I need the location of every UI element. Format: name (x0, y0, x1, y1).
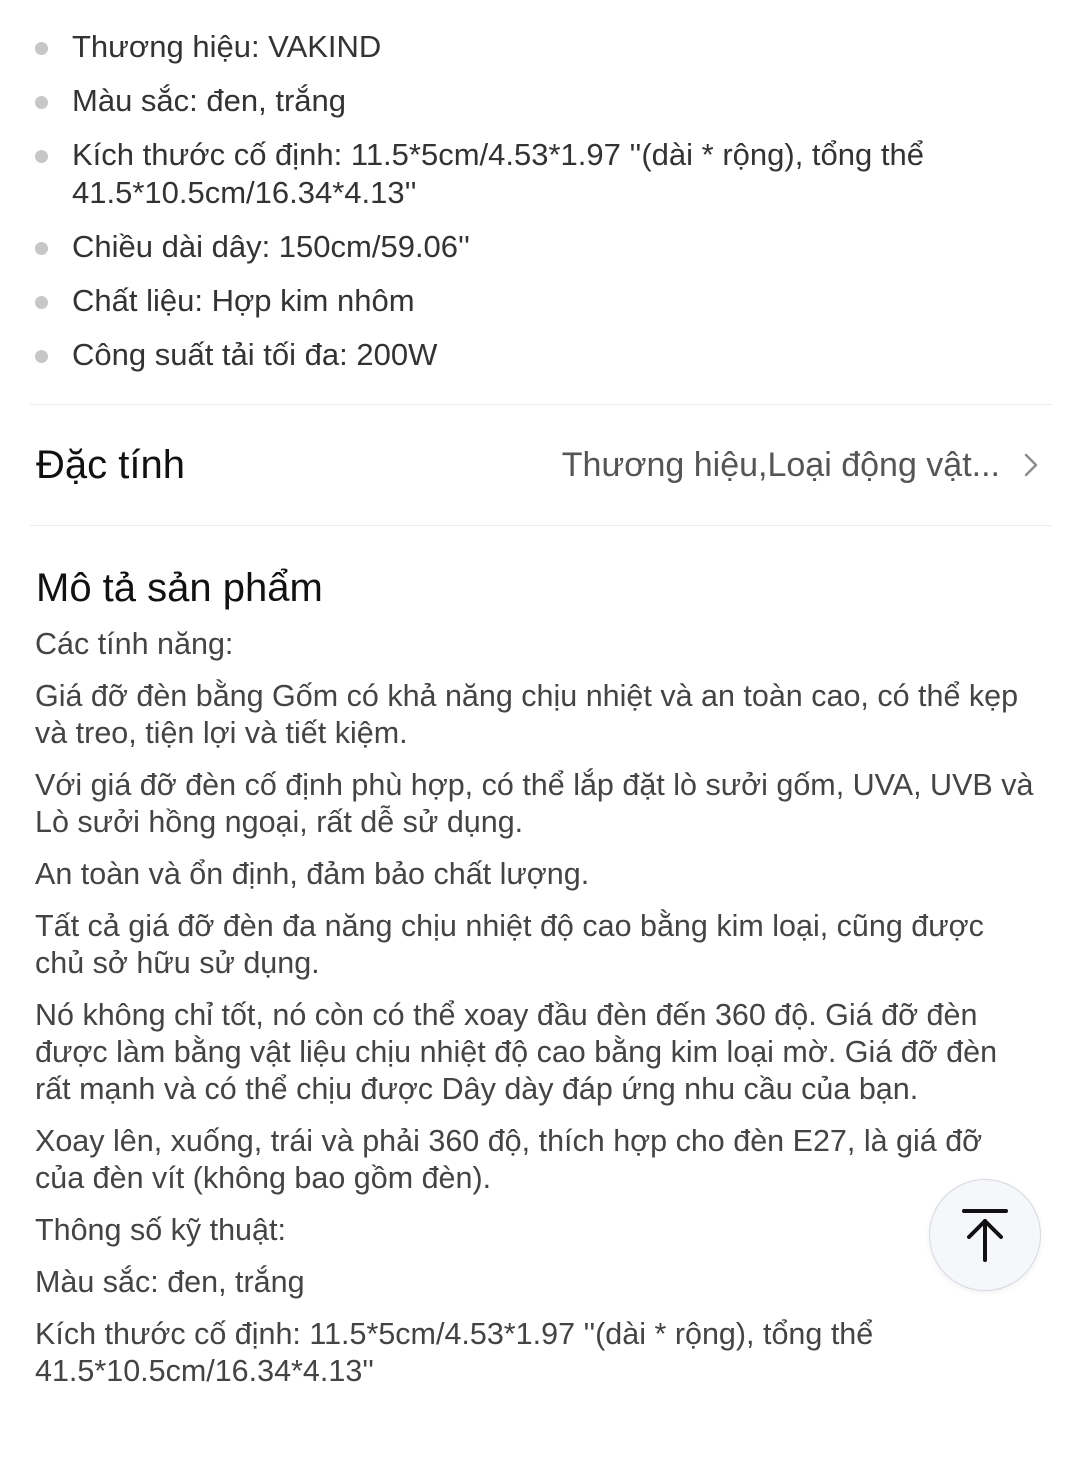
spec-item (0, 228, 1080, 266)
description-paragraph: Thông số kỹ thuật: (35, 1213, 286, 1247)
description-paragraph: Với giá đỡ đèn cố định phù hợp, có thể lắp đặt lò sưởi gốm, UVA, UVB và Lò sưởi hồng ngoại, rất dễ sử dụng. (35, 768, 1034, 839)
description-paragraph: Xoay lên, xuống, trái và phải 360 độ, thích hợp cho đèn E27, là giá đỡ của đèn vít (không bao gồm đèn). (35, 1124, 983, 1195)
bullet-dot-icon (35, 242, 48, 255)
description-body (0, 612, 1080, 1390)
bullet-dot-icon (35, 96, 48, 109)
description-paragraph: Nó không chỉ tốt, nó còn có thể xoay đầu đèn đến 360 độ. Giá đỡ đèn được làm bằng vật liệu chịu nhiệt độ cao bằng kim loại mờ. Giá đỡ đèn rất mạnh và có thể chịu được Dây dày đáp ứng nhu cầu của bạn. (35, 998, 998, 1106)
spec-text: Màu sắc: đen, trắng (72, 83, 346, 118)
description-paragraph: Giá đỡ đèn bằng Gốm có khả năng chịu nhiệt và an toàn cao, có thể kẹp và treo, tiện lợi và tiết kiệm. (35, 679, 1019, 750)
spec-item (0, 82, 1080, 120)
attributes-right[interactable] (562, 446, 1044, 485)
spec-item (0, 336, 1080, 374)
scroll-to-top-button[interactable] (929, 1179, 1041, 1291)
spec-text: Thương hiệu: VAKIND (72, 29, 382, 64)
bullet-dot-icon (35, 42, 48, 55)
description-paragraph: Màu sắc: đen, trắng (35, 1265, 305, 1299)
spec-item (0, 282, 1080, 320)
spec-item (0, 28, 1080, 66)
attributes-summary: Thương hiệu,Loại động vật... (561, 445, 1000, 484)
spec-text: Kích thước cố định: 11.5*5cm/4.53*1.97 ''(dài * rộng), tổng thể 41.5*10.5cm/16.34*4.13'' (72, 137, 924, 210)
description-paragraph: Tất cả giá đỡ đèn đa năng chịu nhiệt độ cao bằng kim loại, cũng được chủ sở hữu sử dụng. (35, 909, 984, 980)
spec-text: Chiều dài dây: 150cm/59.06'' (72, 229, 470, 264)
description-paragraph: Các tính năng: (35, 627, 234, 661)
spec-text: Chất liệu: Hợp kim nhôm (72, 283, 415, 318)
description-title: Mô tả sản phẩm (36, 566, 323, 610)
spec-list (0, 0, 1080, 374)
spec-text: Công suất tải tối đa: 200W (72, 337, 438, 372)
spec-item (0, 136, 1080, 212)
section-divider (30, 525, 1052, 526)
attributes-title: Đặc tính (36, 442, 185, 487)
description-paragraph: Kích thước cố định: 11.5*5cm/4.53*1.97 ''(dài * rộng), tổng thể 41.5*10.5cm/16.34*4.13'' (35, 1317, 874, 1388)
description-paragraph: An toàn và ổn định, đảm bảo chất lượng. (35, 857, 590, 891)
chevron-right-icon[interactable] (1018, 452, 1044, 478)
bullet-dot-icon (35, 350, 48, 363)
bullet-dot-icon (35, 296, 48, 309)
bullet-dot-icon (35, 150, 48, 163)
attributes-row[interactable] (0, 405, 1080, 525)
arrow-up-to-top-icon (960, 1207, 1010, 1263)
